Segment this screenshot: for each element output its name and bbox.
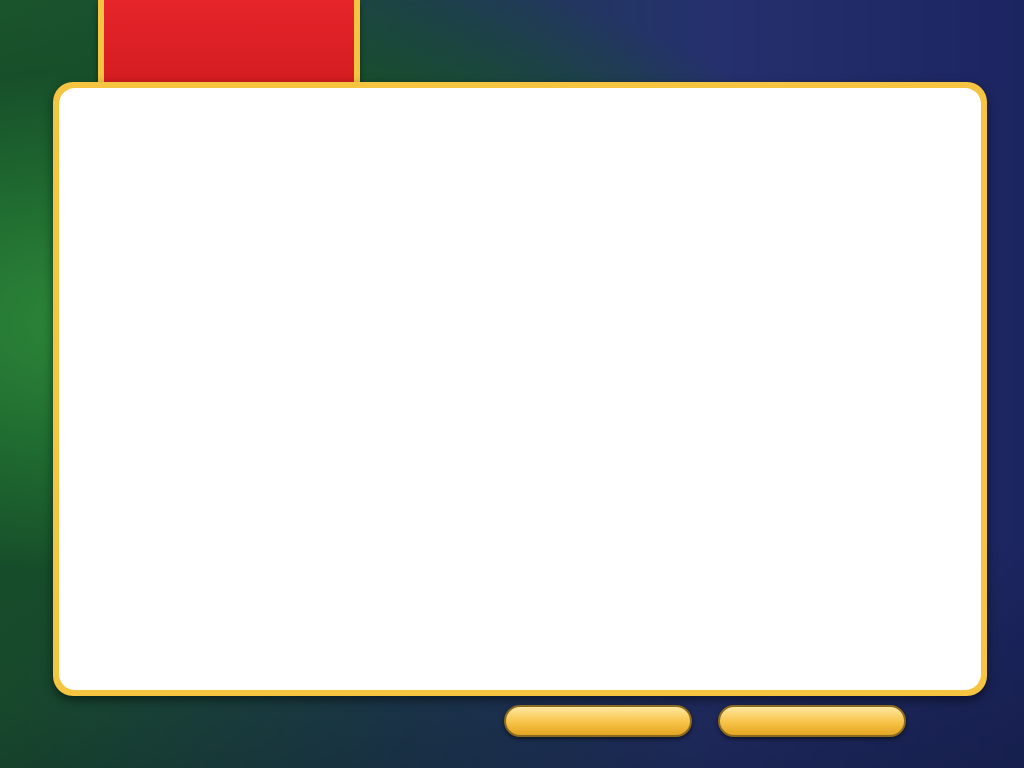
resources-button[interactable] xyxy=(718,705,906,737)
ions-table xyxy=(92,186,930,212)
table-heading xyxy=(122,186,930,212)
content-panel xyxy=(53,82,987,696)
chapter-menu-button[interactable] xyxy=(504,705,692,737)
